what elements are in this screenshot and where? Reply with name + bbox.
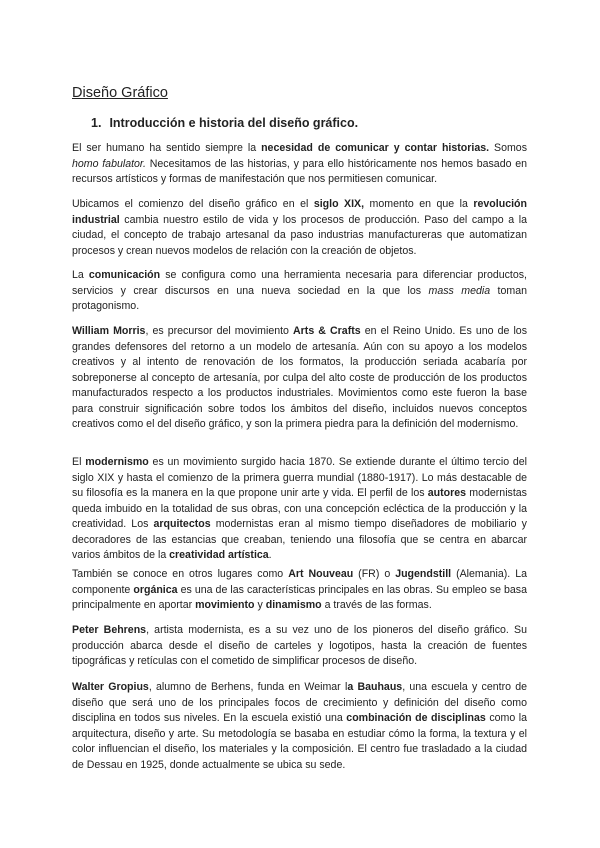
text: (Alemania). La componente (72, 568, 527, 596)
paragraph-2 (72, 197, 527, 259)
bold-text: William Morris (72, 325, 146, 337)
text: en el Reino Unido. Es uno de los grandes defensores del retorno a un modelo de artesanía. Aún con su apoyo a los modelos creativos y al intento de renovación de los formatos, la producción seriada acabaría por sobreponerse al concepto de artesanía, por culpa del alto coste de producción de los productos manufacturados respecto a los productos industriales. Movimientos como este fueron la base para construir significación sobre todos los ámbitos del diseño, incluidos nuevos conceptos creativos como el del diseño gráfico, y son la primera piedra para la definición del modernismo. (72, 325, 527, 431)
bold-text: creatividad artística (169, 549, 269, 562)
text: a través de las formas. (321, 599, 432, 612)
text: La (72, 269, 89, 281)
bold-text: Peter Behrens (72, 624, 147, 636)
text: (FR) o (353, 568, 396, 580)
bold-text: siglo XIX, (313, 198, 365, 210)
bold-text: Jugendstill (395, 568, 452, 580)
text: El ser humano ha sentido siempre la (72, 142, 262, 154)
text: , una escuela y centro de diseño que será uno de los principales focos de crecimiento y definición del diseño como disciplina en todos sus niveles. En la escuela existió una (72, 681, 528, 725)
text: es un movimiento surgido hacia 1870. Se extiende durante el último tercio del siglo XIX y hasta el comienzo de la primera guerra mundial (1880-1917). Lo más destacable de su filosofía es la manera en la que propone unir arte y vida. El perfil de los (72, 456, 527, 500)
text: Necesitamos de las historias, y para ello históricamente nos hemos basado en recursos artísticos y formas de manifestación que nos permitiesen comunicar. (72, 157, 527, 186)
document-title: Diseño Gráfico (72, 85, 168, 101)
text: . (268, 549, 272, 562)
paragraph-8 (72, 680, 527, 773)
bold-text: arquitectos (153, 518, 211, 531)
text: , artista modernista, es a su vez uno de los pioneros del diseño gráfico. Su producción abarca desde el diseño de carteles y logotipos, hasta la creación de fuentes tipográficas y retículas con el cometido de simplificar procesos de diseño. (72, 624, 527, 668)
bold-text: Arts & Crafts (293, 325, 361, 337)
paragraph-4 (72, 324, 527, 433)
text: , alumno de Berhens, funda en Weimar l (148, 681, 348, 693)
text: y (254, 599, 266, 612)
text: , es precursor del movimiento (145, 325, 294, 337)
paragraph-6 (72, 567, 527, 614)
bold-text: revolución industrial (72, 198, 527, 226)
bold-text: Walter Gropius (72, 681, 149, 693)
bold-text: dinamismo (265, 599, 322, 612)
bold-text: necesidad de comunicar y contar historias. (261, 142, 490, 154)
bold-text: orgánica (133, 583, 178, 596)
bold-text: a Bauhaus (347, 681, 403, 693)
text: modernistas eran al mismo tiempo diseñadores de mobiliario y decoradores de las estancias que creaban, teniendo una filosofía que se centra en abarcar varios ámbitos de la (72, 518, 527, 562)
text: Somos (489, 142, 527, 154)
text: Ubicamos el comienzo del diseño gráfico en el (72, 198, 314, 210)
text: cambia nuestro estilo de vida y los procesos de producción. Paso del campo a la ciudad, el concepto de trabajo artesanal da paso industrias manufactureras que automatizan procesos y crean nuevos modelos de relación con la creación de objetos. (72, 213, 527, 257)
bold-text: comunicación (88, 269, 161, 281)
section-title: Introducción e historia del diseño gráfico. (109, 116, 359, 130)
bold-text: Art Nouveau (288, 568, 354, 580)
section-heading (91, 116, 358, 130)
text: momento en que la (364, 198, 474, 210)
bold-text: movimiento (195, 599, 255, 612)
bold-text: modernismo (85, 456, 149, 468)
paragraph-7 (72, 623, 527, 670)
italic-text: mass media (428, 284, 491, 297)
paragraph-1 (72, 141, 527, 188)
bold-text: combinación de disciplinas (346, 712, 486, 725)
text: También se conoce en otros lugares como (72, 568, 289, 580)
text: El (72, 456, 86, 468)
text: es una de las características principales en las obras. Su empleo se basa principalmente en aportar (72, 583, 527, 612)
paragraph-5 (72, 455, 527, 564)
text: se configura como una herramienta necesaria para diferenciar productos, servicios y crear discursos en una nueva sociedad en la que los (72, 269, 527, 297)
section-number: 1. (91, 116, 102, 130)
text: como la arquitectura, diseño y arte. Su metodología se basaba en estudiar cómo la forma, la textura y el color influencian el diseño, los materiales y la composición. El centro fue trasladado a la ciudad de Dessau en 1925, donde actualmente se ubica su sede. (72, 712, 527, 771)
paragraph-3 (72, 268, 527, 315)
italic-text: homo fabulator. (72, 157, 147, 170)
text: modernistas queda imbuido en la totalidad de sus obras, con una concepción ecléctica de la producción y la creatividad. Los (72, 487, 527, 531)
bold-text: autores (427, 487, 467, 500)
text: toman protagonismo. (72, 284, 527, 313)
